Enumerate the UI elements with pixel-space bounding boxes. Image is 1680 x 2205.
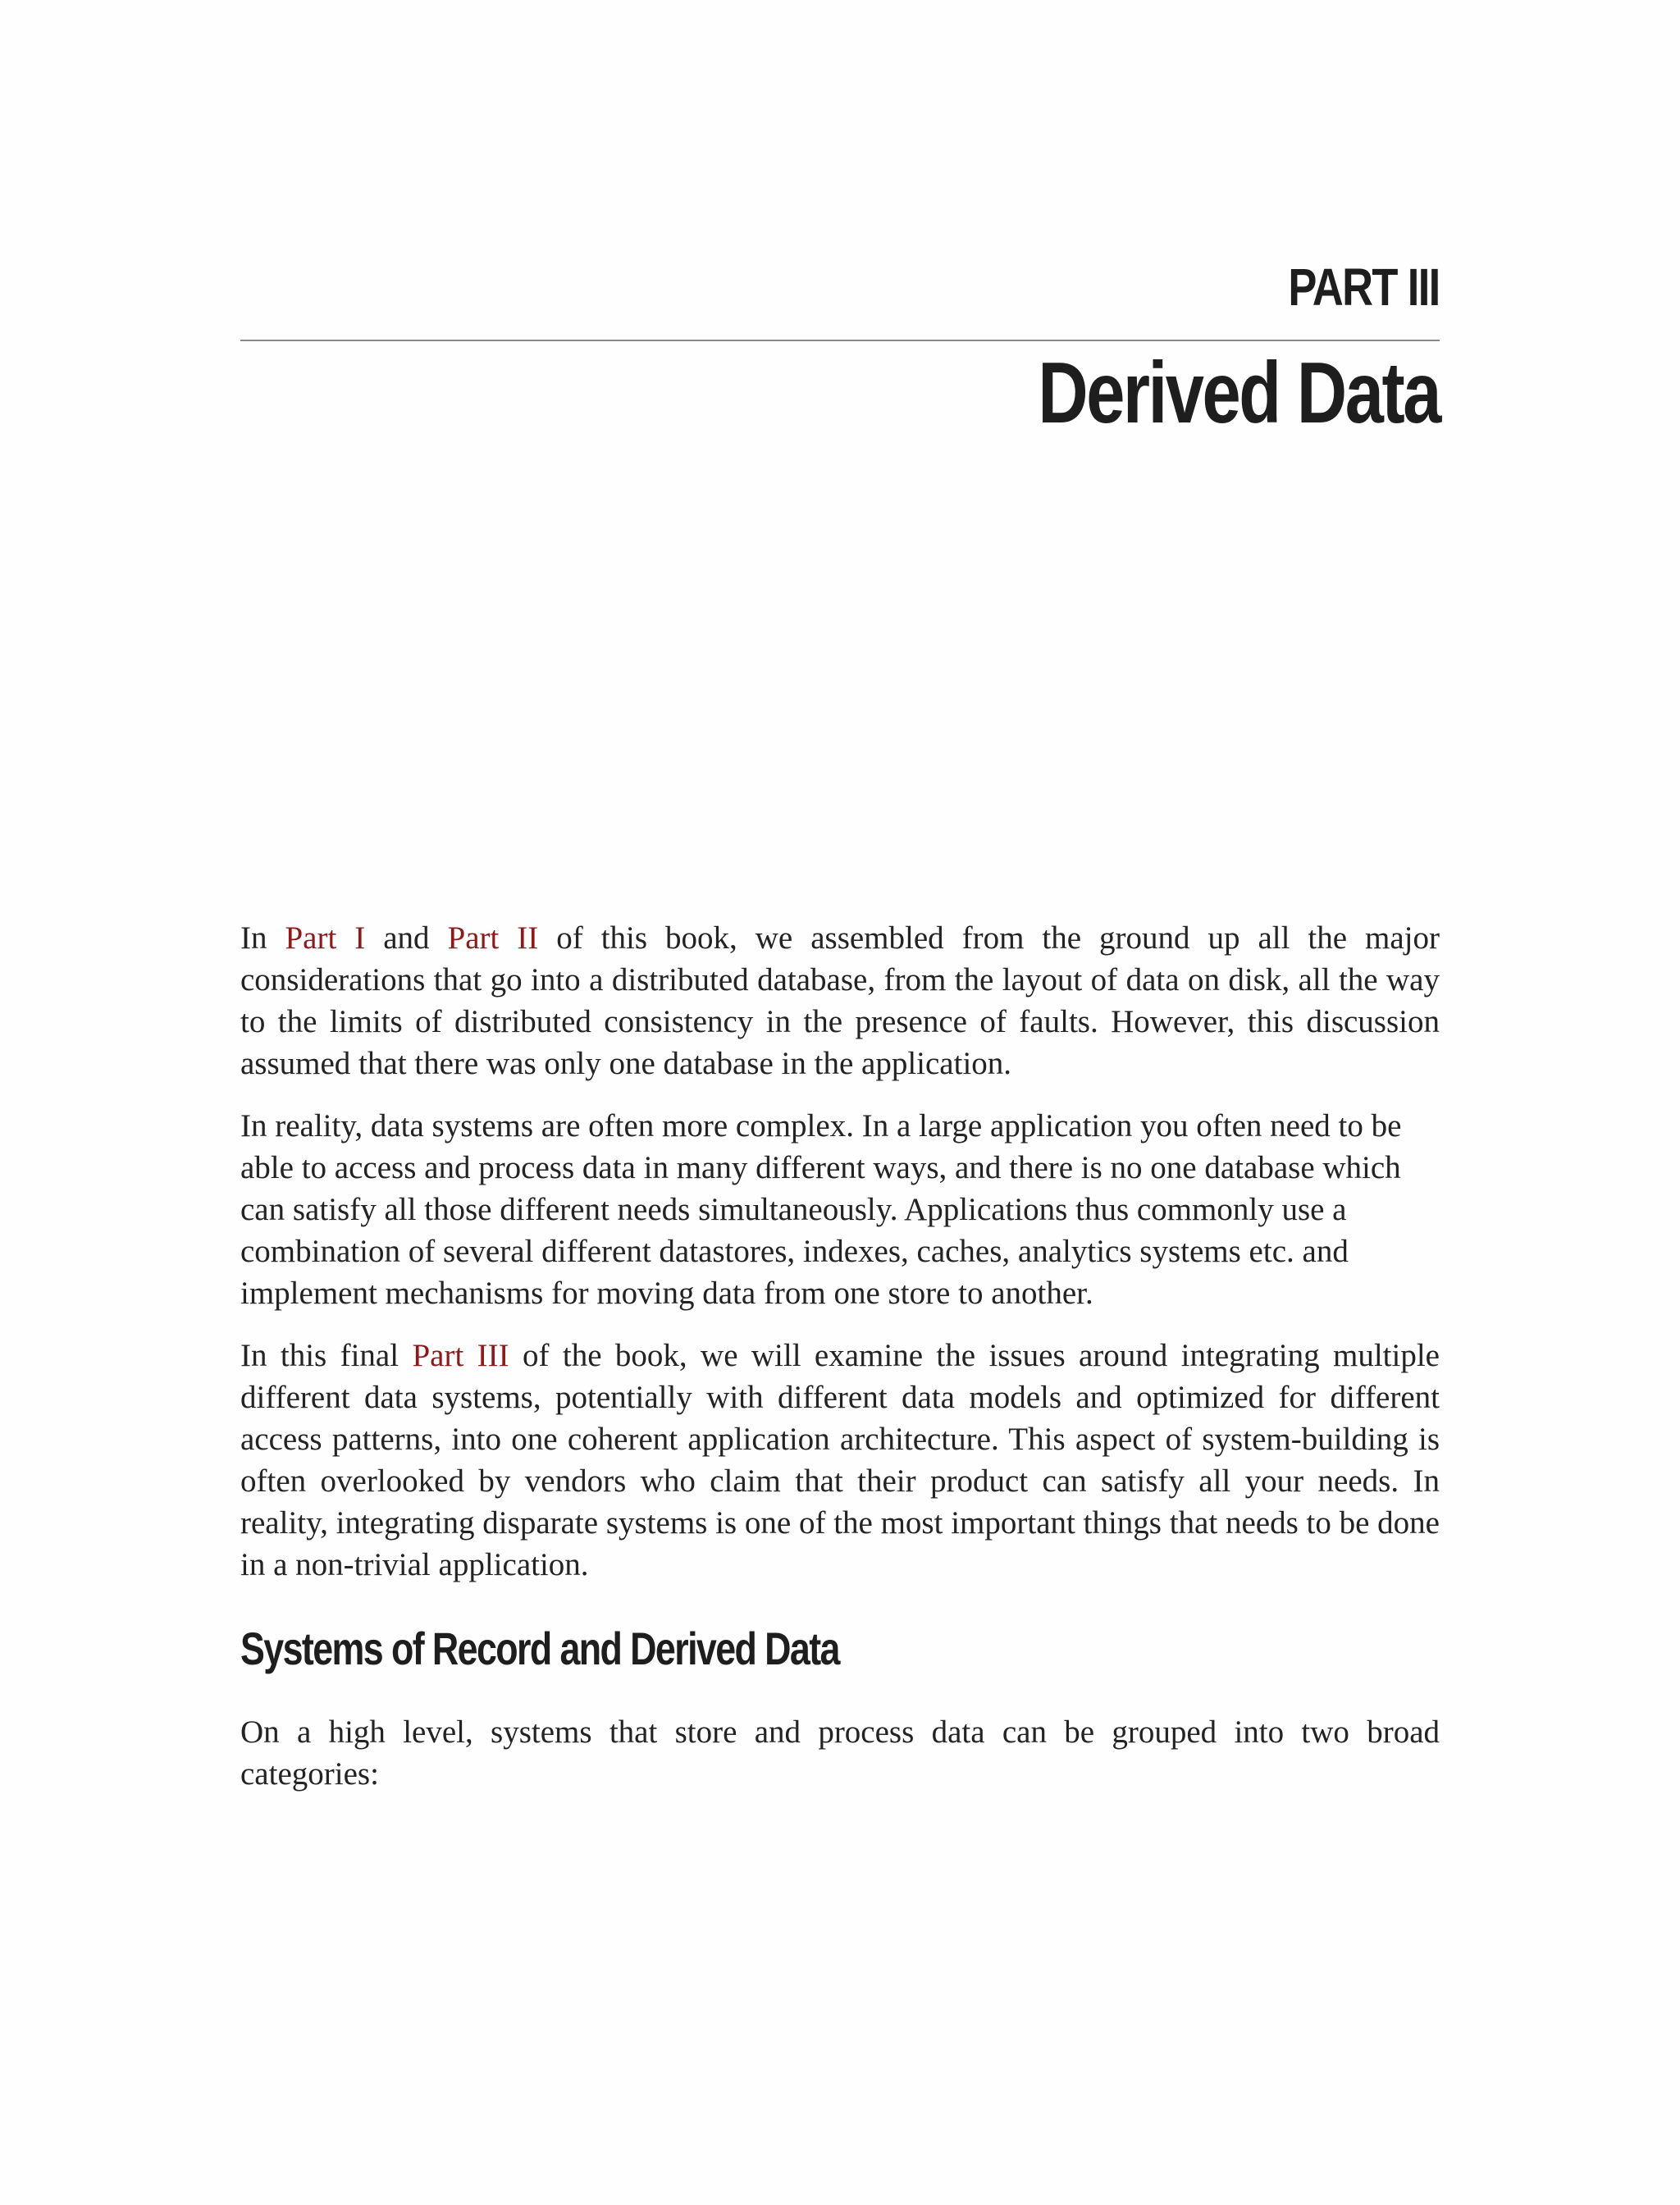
- text-run: of the book, we will examine the issues around integrating multiple different data systems, potentially with different data models and optimized for different access patterns, into one coherent application architecture. This aspect of system-building is often overlooked by vendors who claim that their product can satisfy all your needs. In reality, integrating disparate systems is one of the most important things that needs to be done in a non-trivial application.: [240, 1338, 1440, 1582]
- intro-paragraph: [240, 917, 1440, 1084]
- part-label: PART III: [1288, 258, 1440, 317]
- section-heading: Systems of Record and Derived Data: [240, 1623, 839, 1674]
- part-title: Derived Data: [1038, 345, 1440, 441]
- text-run: of this book, we assembled from the ground up all the major considerations that go into a distributed database, from the layout of data on disk, all the way to the limits of distributed consistency in the presence of faults. However, this discussion assumed that there was only one database in the application.: [240, 920, 1440, 1081]
- body-text: [240, 917, 1440, 1815]
- text-run: In this final: [240, 1338, 413, 1373]
- categories-paragraph: On a high level, systems that store and process data can be grouped into two broad categories:: [240, 1714, 1440, 1792]
- title-divider: [240, 340, 1440, 341]
- part-iii-paragraph: [240, 1335, 1440, 1586]
- text-run: In: [240, 920, 285, 956]
- part-ii-link[interactable]: Part II: [447, 920, 539, 956]
- text-run: and: [365, 920, 448, 956]
- part-i-link[interactable]: Part I: [285, 920, 366, 956]
- part-iii-link[interactable]: Part III: [412, 1338, 509, 1373]
- complexity-paragraph: In reality, data systems are often more complex. In a large application you often need to be able to access and process data in many different ways, and there is no one database which can satisfy all those different needs simultaneously. Applications thus commonly use a combination of several different datastores, indexes, caches, analytics systems etc. and implement mechanisms for moving data from one store to another.: [240, 1108, 1402, 1311]
